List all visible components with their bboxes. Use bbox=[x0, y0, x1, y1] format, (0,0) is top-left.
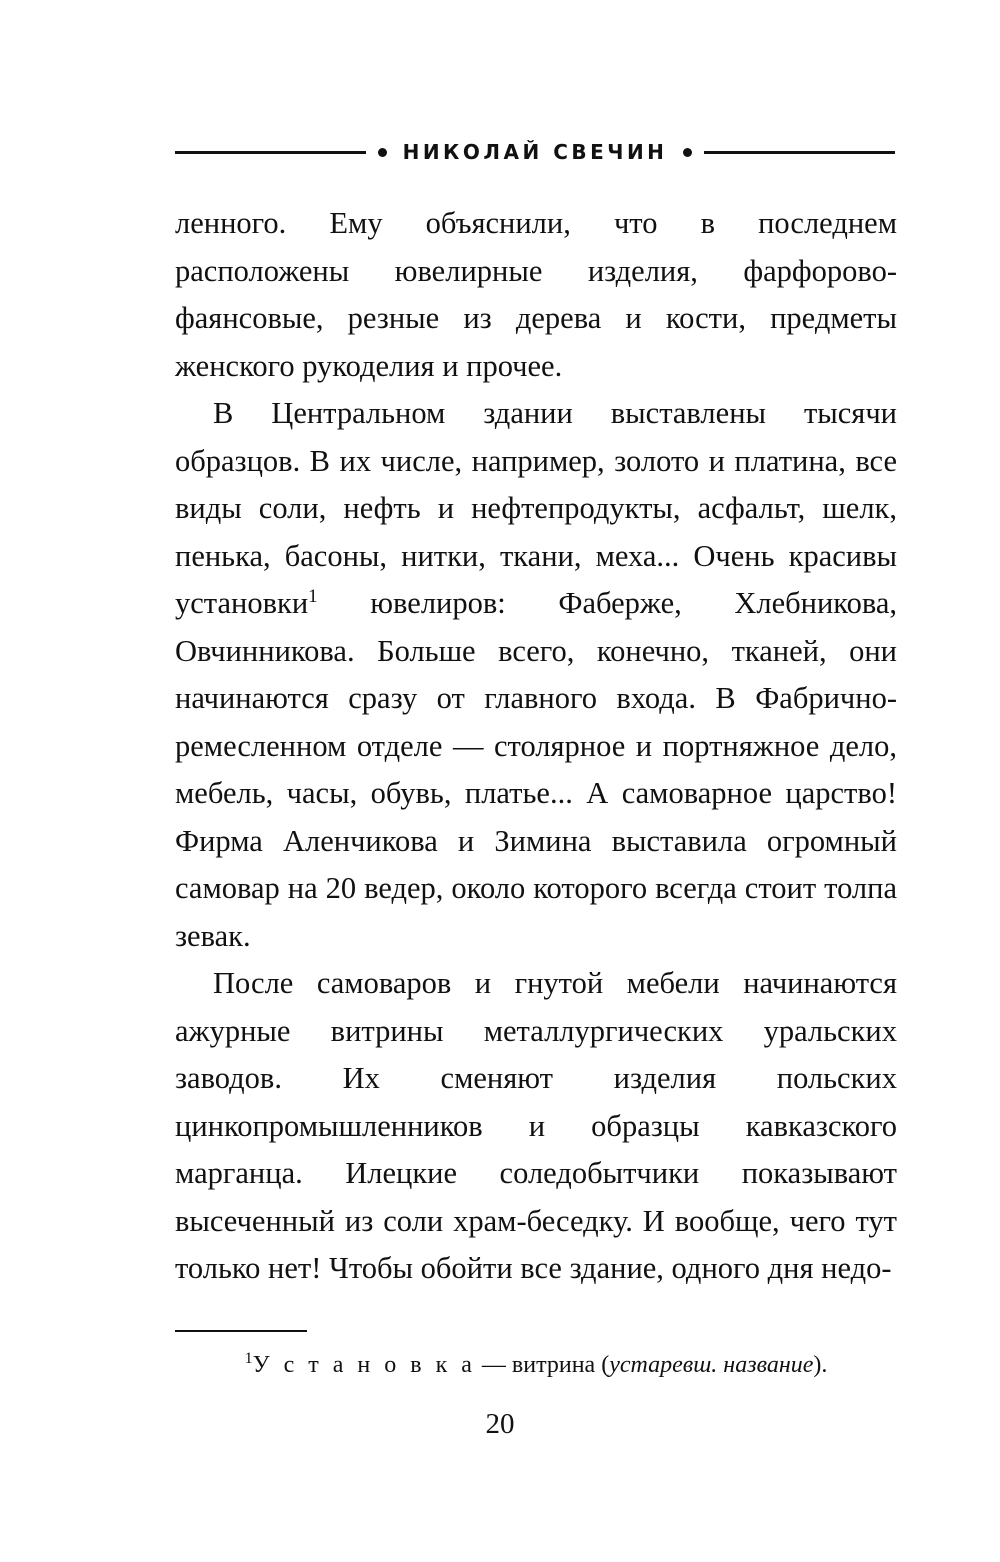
running-head bbox=[175, 128, 895, 176]
footnote bbox=[175, 1348, 897, 1382]
footnote-italic-note: устаревш. название bbox=[609, 1352, 814, 1378]
paragraph-2-part-2: ювелиров: Фаберже, Хлебникова, Овчинникова. Больше всего, конечно, тканей, они начинаются сразу от главного входа. В Фабрично-ремесленном отделе — столярное и портняжное дело, мебель, часы, обувь, платье... А самоварное царство! Фирма Аленчикова и Зимина выставила огромный самовар на 20 ведер, около которого всегда стоит толпа зевак. bbox=[175, 586, 897, 953]
bullet-dot-icon-left bbox=[378, 148, 387, 157]
page-number: 20 bbox=[485, 1408, 515, 1440]
paragraph-2-part-1: В Центральном здании выставлены тысячи образцов. В их числе, например, золото и платина, все виды соли, нефть и нефтепродукты, асфальт, шелк, пенька, басоны, нитки, ткани, меха... Очень красивы установки bbox=[175, 396, 897, 620]
running-head-rule-right bbox=[704, 151, 895, 154]
footnote-separator: — bbox=[475, 1352, 512, 1378]
paragraph-2 bbox=[175, 390, 897, 960]
footnote-divider bbox=[175, 1330, 307, 1332]
footnote-term: У с т а н о в к а bbox=[252, 1352, 476, 1378]
footnote-marker: 1 bbox=[244, 1350, 253, 1367]
body-text bbox=[175, 200, 897, 1293]
running-head-rule-left bbox=[175, 151, 366, 154]
paragraph-3: После самоваров и гнутой мебели начинаются ажурные витрины металлургических уральских заводов. Их сменяют изделия польских цинкопромышленников и образцы кавказского марганца. Илецкие соледобытчики показывают высеченный из соли храм-беседку. И вообще, чего тут только нет! Чтобы обойти все здание, одного дня недо- bbox=[175, 966, 897, 1285]
bullet-dot-icon-right bbox=[683, 148, 692, 157]
footnote-reference: 1 bbox=[308, 585, 318, 607]
footnote-definition: витрина ( bbox=[511, 1352, 610, 1378]
running-head-author: НИКОЛАЙ СВЕЧИН bbox=[402, 140, 668, 164]
footnote-closing: ). bbox=[813, 1352, 828, 1378]
paragraph-1: ленного. Ему объяснили, что в последнем расположены ювелирные изделия, фарфорово-фаянсовые, резные из дерева и кости, предметы женского рукоделия и прочее. bbox=[175, 206, 897, 383]
